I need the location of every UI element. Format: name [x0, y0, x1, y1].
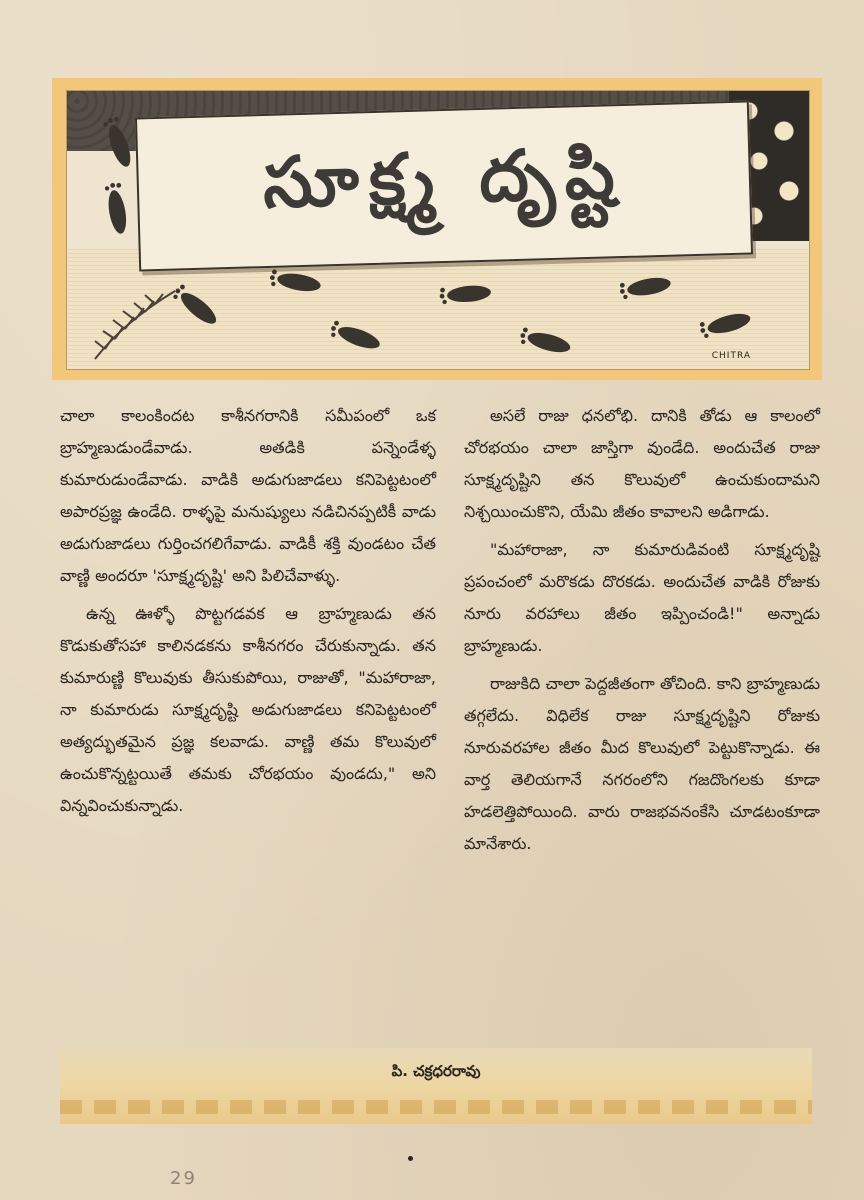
left-column [60, 400, 436, 1030]
paragraph: అసలే రాజు ధనలోభి. దానికి తోడు ఆ కాలంలో చోరభయం చాలా జాస్తిగా వుండేది. అందుచేత రాజు సూక్ష్మదృష్టిని తన కొలువులో ఉంచుకుందామని నిశ్చయించుకొని, యేమి జీతం కావాలని అడిగాడు. [464, 406, 820, 521]
right-column [464, 400, 820, 1030]
footprint-icon [101, 179, 133, 242]
paragraph: ఉన్న ఊళ్ళో పొట్టగడవక ఆ బ్రాహ్మణుడు తన కొడుకుతోసహా కాలినడకను కాశీనగరం చేరుకున్నాడు. తన కుమారుణ్ణి కొలువుకు తీసుకుపోయి, రాజుతో, "మహారాజా, నా కుమారుడు సూక్ష్మదృష్టి అడుగుజాడలు కనిపెట్టటంలో అత్యద్భుతమైన ప్రజ్ఞ కలవాడు. వాణ్ణి తమ కొలువులో ఉంచుకొన్నట్టయితే తమకు చోరభయం వుండదు," అని విన్నవించుకున్నాడు. [60, 604, 436, 815]
title-card [135, 100, 753, 271]
author-band [60, 1048, 812, 1124]
bullet-dot [408, 1156, 413, 1161]
title-banner [52, 78, 822, 380]
paragraph: చాలా కాలంకిందట కాశీనగరానికి సమీపంలో ఒక బ్రాహ్మణుడుండేవాడు. అతడికి పన్నెండేళ్ళ కుమారుడుండేవాడు. వాడికి అడుగుజాడలు కనిపెట్టటంలో అపారప్రజ్ఞ ఉండేది. రాళ్ళపై మనుష్యులు నడిచినప్పటికీ వాడు అడుగుజాడలు గుర్తించగలిగేవాడు. వాడికీ శక్తి వుండటం చేత వాణ్ణి అందరూ 'సూక్ష్మదృష్టి' అని పిలిచేవాళ్ళు. [60, 406, 436, 585]
banner-illustration [66, 90, 810, 370]
paragraph: రాజుకిది చాలా పెద్దజీతంగా తోచింది. కాని బ్రాహ్మణుడు తగ్గలేదు. విధిలేక రాజు సూక్ష్మదృష్టిని రోజుకు నూరువరహాల జీతం మీద కొలువులో పెట్టుకొన్నాడు. ఈ వార్త తెలియగానే నగరంలోని గజదొంగలకు కూడా హడలెత్తిపోయింది. వారు రాజభవనంకేసి చూడటంకూడా మానేశారు. [464, 674, 820, 853]
article-body [60, 400, 820, 1030]
author-name: పి. చక్రధరరావు [391, 1062, 481, 1080]
story-title: సూక్ష్మ దృష్టి [261, 130, 626, 225]
page-number: 29 [170, 1168, 197, 1189]
illustrator-signature: CHITRA [711, 351, 751, 361]
decorative-border [60, 1100, 812, 1114]
fern-icon [85, 271, 185, 361]
paragraph: "మహారాజా, నా కుమారుడివంటి సూక్ష్మదృష్టి ప్రపంచంలో మరొకడు దొరకడు. అందుచేత వాడికి రోజుకు నూరు వరహాలు జీతం ఇప్పించండి!" అన్నాడు బ్రాహ్మణుడు. [464, 540, 820, 655]
